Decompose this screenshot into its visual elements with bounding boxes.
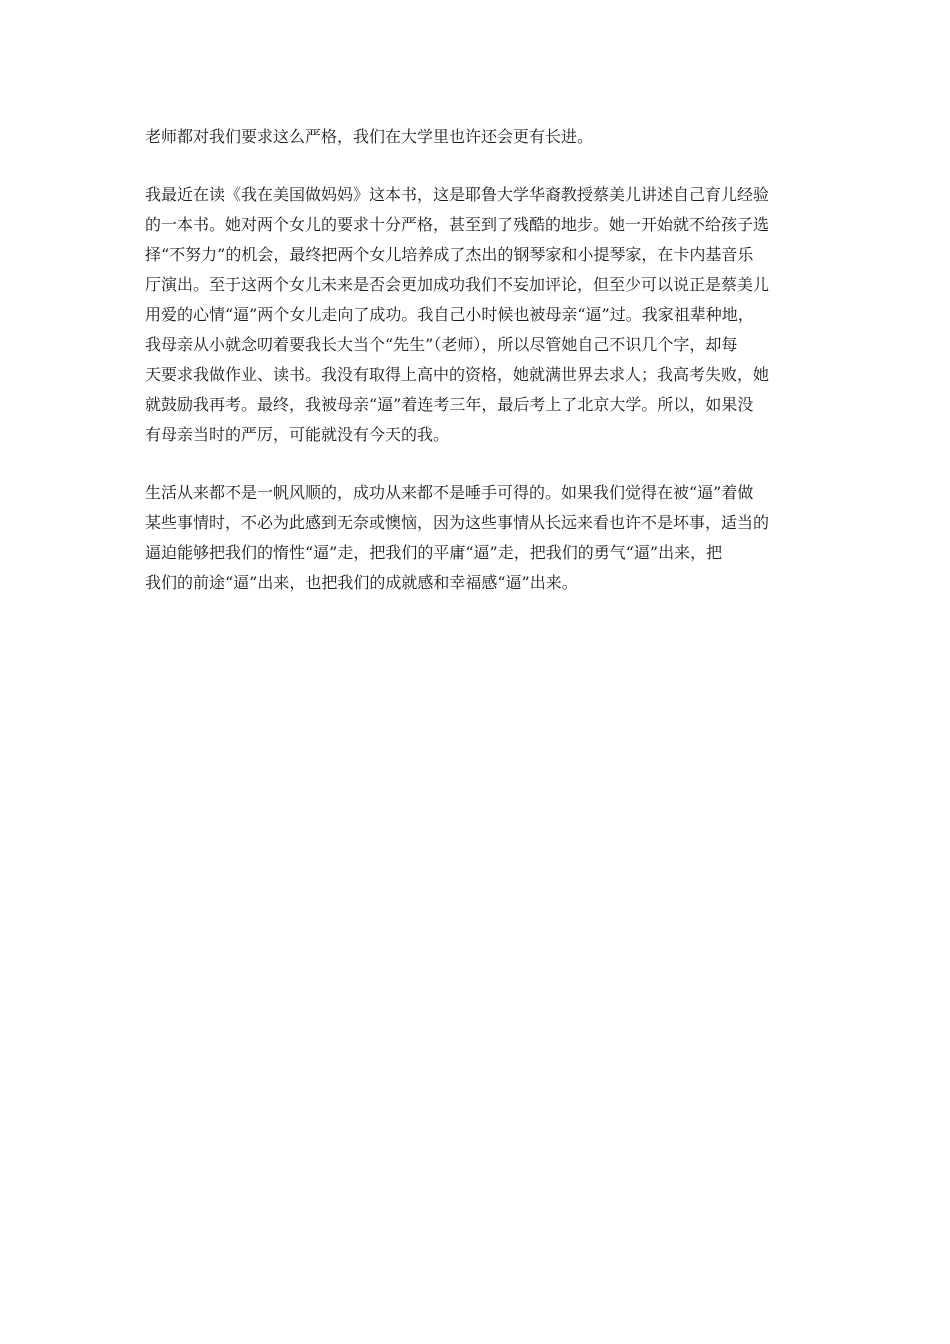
text-line: 用爱的心情“逼”两个女儿走向了成功。我自己小时候也被母亲“逼”过。我家祖辈种地，	[145, 305, 754, 324]
paragraph-3	[145, 478, 815, 598]
paragraph-2	[145, 180, 815, 450]
article-body	[145, 122, 815, 626]
text-line: 天要求我做作业、读书。我没有取得上高中的资格，她就满世界去求人；我高考失败，她	[145, 365, 770, 384]
text-line: 我母亲从小就念叨着要我长大当个“先生”（老师），所以尽管她自己不识几个字，却每	[145, 335, 738, 354]
text-line: 就鼓励我再考。最终，我被母亲“逼”着连考三年，最后考上了北京大学。所以，如果没	[145, 395, 754, 414]
text-line: 的一本书。她对两个女儿的要求十分严格，甚至到了残酷的地步。她一开始就不给孩子选	[145, 215, 770, 234]
text-line: 生活从来都不是一帆风顺的，成功从来都不是唾手可得的。如果我们觉得在被“逼”着做	[145, 483, 754, 502]
text-line: 我最近在读《我在美国做妈妈》这本书，这是耶鲁大学华裔教授蔡美儿讲述自己育儿经验	[145, 185, 770, 204]
text-line: 择“不努力”的机会，最终把两个女儿培养成了杰出的钢琴家和小提琴家，在卡内基音乐	[145, 245, 754, 264]
text-line: 某些事情时，不必为此感到无奈或懊恼，因为这些事情从长远来看也许不是坏事，适当的	[145, 513, 770, 532]
text-line: 有母亲当时的严厉，可能就没有今天的我。	[145, 425, 450, 444]
text-line: 逼迫能够把我们的惰性“逼”走，把我们的平庸“逼”走，把我们的勇气“逼”出来，把	[145, 543, 723, 562]
text-line: 我们的前途“逼”出来，也把我们的成就感和幸福感“逼”出来。	[145, 573, 578, 592]
paragraph-1	[145, 122, 815, 152]
text-line: 厅演出。至于这两个女儿未来是否会更加成功我们不妄加评论，但至少可以说正是蔡美儿	[145, 275, 770, 294]
text-line: 老师都对我们要求这么严格，我们在大学里也许还会更有长进。	[145, 127, 594, 146]
